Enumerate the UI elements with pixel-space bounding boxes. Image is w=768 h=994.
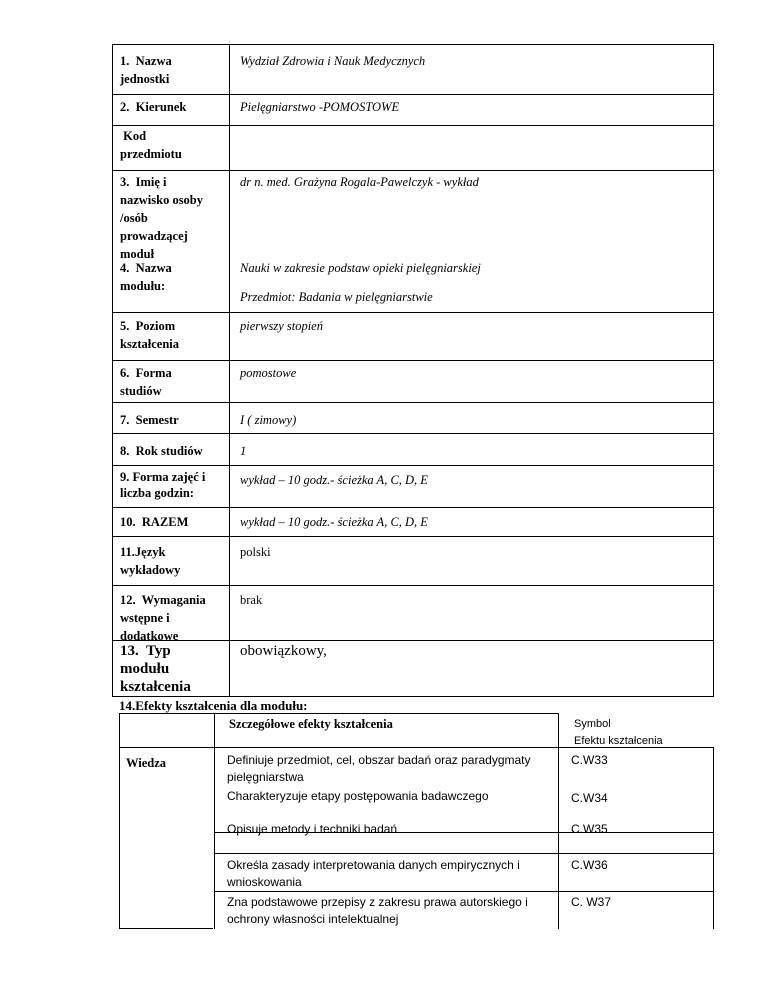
effect-item: Opisuje metody i techniki badań [227, 822, 398, 836]
row-line [112, 536, 714, 537]
effect-symbol: C.W33 [571, 753, 608, 767]
effects-column-header: Szczegółowe efekty kształcenia [229, 717, 393, 731]
row-line [112, 44, 714, 45]
row-line [112, 465, 714, 466]
label-total: 10. RAZEM [120, 515, 189, 529]
row-line [112, 360, 714, 361]
effects-border-left [119, 713, 120, 929]
row-line [112, 94, 714, 95]
value-study-year: 1 [240, 444, 247, 458]
effect-symbol: C. W37 [571, 895, 612, 909]
effects-line [215, 891, 713, 892]
value-module-name: Nauki w zakresie podstaw opieki pielęgniarskiej [240, 261, 481, 275]
value-field-of-study: Pielęgniarstwo -POMOSTOWE [240, 100, 400, 114]
label-module-type: 13. Typ modułu kształcenia [120, 643, 191, 695]
value-lecturer: dr n. med. Grażyna Rogala-Pawelczyk - wykład [240, 175, 479, 189]
value-requirements: brak [240, 593, 263, 607]
row-line [112, 507, 714, 508]
row-line [112, 402, 714, 403]
label-semester: 7. Semestr [120, 413, 179, 427]
table-border-left [112, 44, 113, 697]
effects-title: 14.Efekty kształcenia dla modułu: [119, 698, 308, 713]
value-semester: I ( zimowy) [240, 413, 297, 427]
value-module-type: obowiązkowy, [240, 643, 327, 659]
effect-symbol: C.W34 [571, 791, 608, 805]
label-class-form: 9. Forma zajęć i liczba godzin: [120, 470, 206, 500]
row-line [112, 585, 714, 586]
value-language: polski [240, 545, 271, 559]
label-language: 11.Język wykładowy [120, 545, 181, 577]
effects-line [119, 928, 213, 929]
label-education-level: 5. Poziom kształcenia [120, 319, 180, 351]
effects-line [119, 713, 559, 714]
effect-item: Definiuje przedmiot, cel, obszar badań oraz paradygmaty pielęgniarstwa [227, 753, 531, 784]
value-unit-name: Wydział Zdrowia i Nauk Medycznych [240, 54, 426, 68]
effects-border-right [713, 747, 714, 929]
effect-item: Określa zasady interpretowania danych empirycznych i wnioskowania [227, 858, 520, 889]
column-divider [229, 44, 230, 697]
table-border-right [713, 44, 714, 697]
effects-category: Wiedza [126, 756, 167, 770]
label-module-name: 4. Nazwa modułu: [120, 261, 172, 293]
effect-item: Charakteryzuje etapy postępowania badawczego [227, 789, 489, 803]
label-unit-name: 1. Nazwa jednostki [120, 54, 172, 86]
value-subject-name: Przedmiot: Badania w pielęgniarstwie [240, 290, 433, 304]
value-education-level: pierwszy stopień [240, 319, 323, 333]
label-requirements: 12. Wymagania wstępne i dodatkowe [120, 593, 206, 643]
value-total: wykład – 10 godz.- ścieżka A, C, D, E [240, 515, 428, 529]
label-study-year: 8. Rok studiów [120, 444, 203, 458]
effect-symbol: C.W35 [571, 822, 608, 836]
effect-item: Zna podstawowe przepisy z zakresu prawa autorskiego i ochrony własności intelektualnej [227, 895, 528, 926]
effects-symbol-header: Symbol Efektu kształcenia [574, 718, 663, 747]
label-study-form: 6. Forma studiów [120, 366, 172, 398]
label-subject-code: Kod przedmiotu [120, 129, 182, 161]
label-field-of-study: 2. Kierunek [120, 100, 187, 114]
row-line [112, 125, 714, 126]
label-lecturer: 3. Imię i nazwisko osoby /osób prowadzącej moduł [120, 175, 204, 261]
value-study-form: pomostowe [240, 366, 297, 380]
row-line [112, 433, 714, 434]
effect-symbol: C.W36 [571, 858, 608, 872]
row-line [112, 312, 714, 313]
effects-divider [214, 713, 215, 929]
effects-line [215, 853, 713, 854]
value-class-form: wykład – 10 godz.- ścieżka A, C, D, E [240, 473, 428, 487]
row-line [112, 170, 714, 171]
effects-divider [558, 713, 559, 929]
